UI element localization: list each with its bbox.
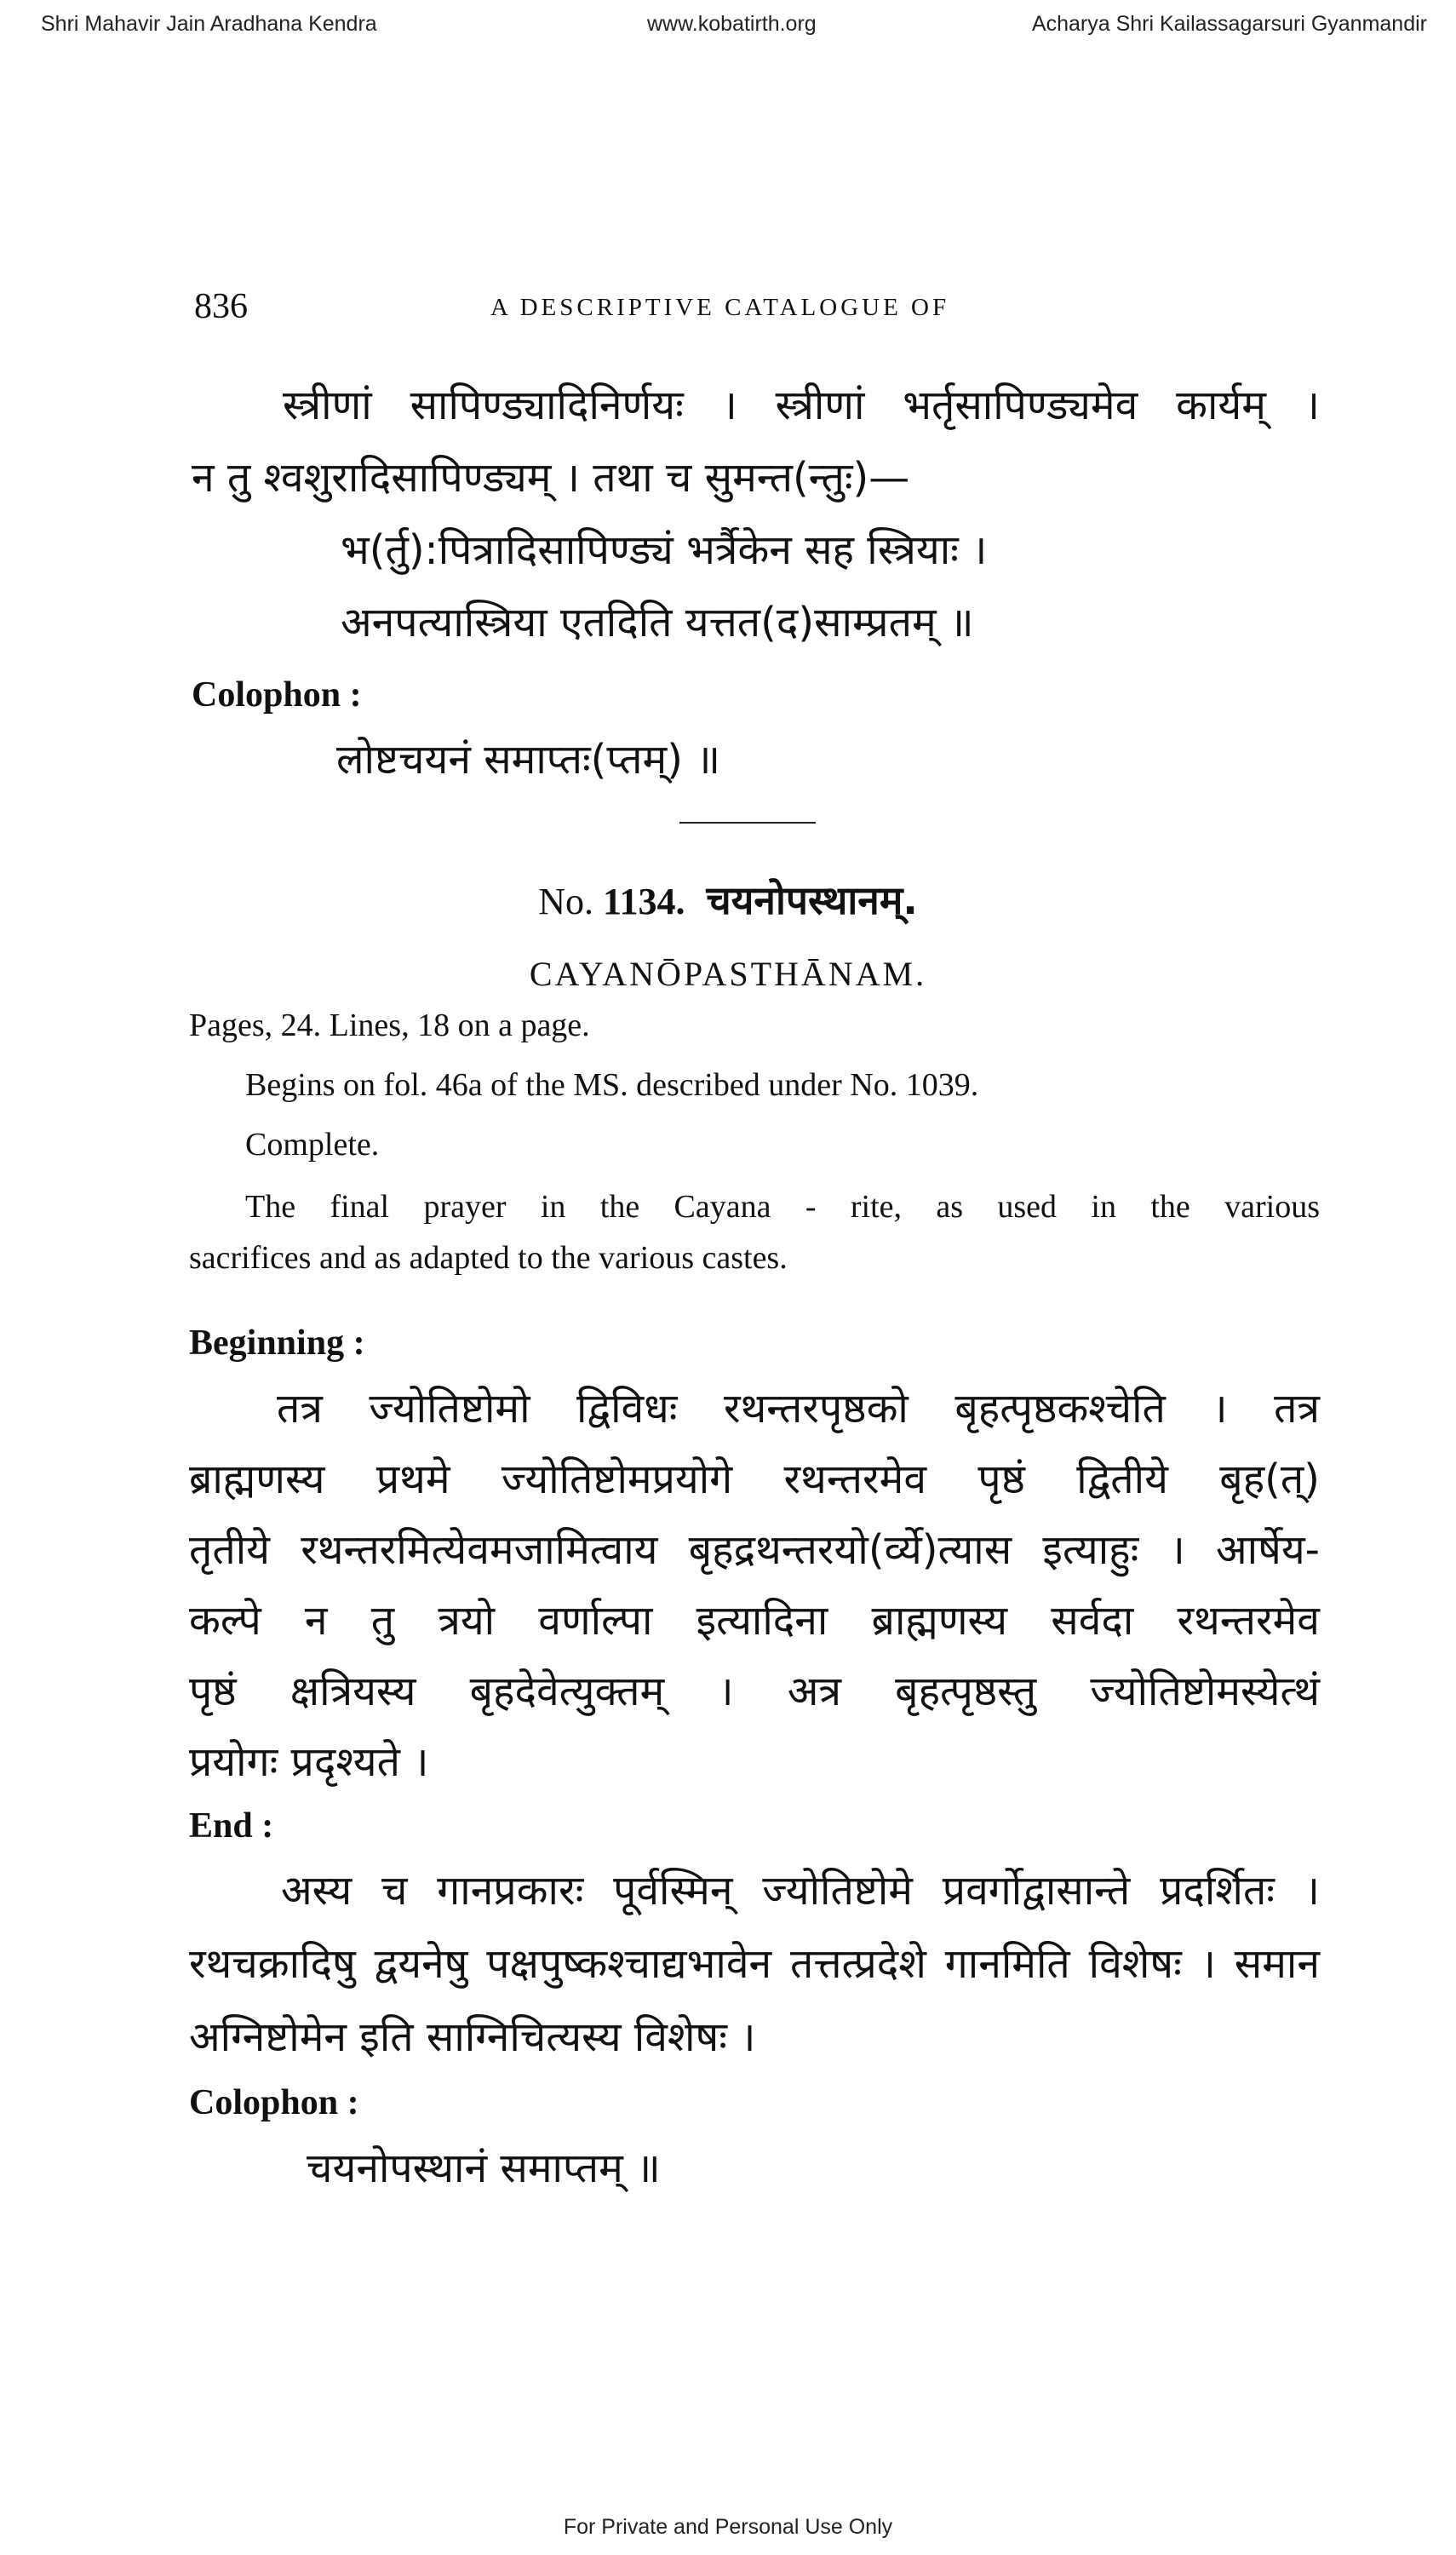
prev-line-4: अनपत्यास्त्रिया एतदिति यत्तत(द)साम्प्रतम् ॥ [341,599,974,646]
beginning-line-4: कल्पे न तु त्रयो वर्णाल्पा इत्यादिना ब्राह्मणस्य सर्वदा रथन्तरमेव [189,1597,1320,1645]
end-line-2: रथचक्रादिषु द्वयनेषु पक्षपुष्कश्चाद्यभावेन तत्तत्प्रदेशे गानमिति विशेषः । समान [189,1940,1320,1988]
pages-lines: Pages, 24. Lines, 18 on a page. [189,1008,590,1043]
entry-title-roman: CAYANŌPASTHĀNAM. [529,955,927,993]
complete-note: Complete. [245,1127,380,1163]
entry-title-devanagari: चयनोपस्थानम्. [706,877,918,923]
prev-colophon-label: Colophon : [192,675,362,715]
header-right: Acharya Shri Kailassagarsuri Gyanmandir [1031,12,1427,36]
colophon-text: चयनोपस्थानं समाप्तम् ॥ [307,2144,661,2192]
beginning-line-5: पृष्ठं क्षत्रियस्य बृहदेवेत्युक्तम् । अत्र बृहत्पृष्ठस्तु ज्योतिष्टोमस्येत्थं [189,1668,1320,1715]
beginning-line-3: तृतीये रथन्तरमित्येवमजामित्वाय बृहद्रथन्तरयो(र्व्ये)त्यास इत्याहुः । आर्षेय- [189,1526,1320,1574]
section-divider [679,822,816,824]
beginning-line-2: ब्राह्मणस्य प्रथमे ज्योतिष्टोमप्रयोगे रथन्तरमेव पृष्ठं द्वितीये बृह(त्) [189,1455,1320,1503]
entry-number-prefix: No. [538,881,593,922]
footer-note: For Private and Personal Use Only [563,2515,893,2539]
entry-number: 1134. [602,881,685,922]
header-center: www.kobatirth.org [647,12,817,36]
end-line-3: अग्निष्टोमेन इति साग्निचित्यस्य विशेषः । [189,2013,756,2061]
colophon-label: Colophon : [189,2083,359,2122]
end-line-1: अस्य च गानप्रकारः पूर्वस्मिन् ज्योतिष्टोमे प्रवर्गोद्वासान्ते प्रदर्शितः । [281,1867,1320,1915]
prev-line-2: न तु श्वशुरादिसापिण्ड्यम् । तथा च सुमन्त(न्तुः)— [192,454,910,502]
page-number: 836 [194,287,248,326]
beginning-label: Beginning : [189,1323,365,1363]
prev-line-1: स्त्रीणां सापिण्ड्यादिनिर्णयः । स्त्रीणां भर्तृसापिण्ड्यमेव कार्यम् । [283,382,1320,429]
header-left: Shri Mahavir Jain Aradhana Kendra [41,12,377,36]
description-line-1: The final prayer in the Cayana - rite, as used in the various [245,1189,1320,1225]
beginning-line-1: तत्र ज्योतिष्टोमो द्विविधः रथन्तरपृष्ठको बृहत्पृष्ठकश्चेति । तत्र [277,1385,1320,1433]
prev-colophon-text: लोष्टचयनं समाप्तः(प्तम्) ॥ [336,736,720,784]
begins-on: Begins on fol. 46a of the MS. described under No. 1039. [245,1067,979,1103]
beginning-line-6: प्रयोगः प्रदृश्यते । [189,1738,429,1786]
end-label: End : [189,1806,274,1846]
description-line-2: sacrifices and as adapted to the various castes. [189,1240,788,1276]
prev-line-3: भ(र्तु):पित्रादिसापिण्ड्यं भर्त्रैकेन सह स्त्रियाः । [341,526,988,574]
entry-title [0,873,1456,926]
running-head: A DESCRIPTIVE CATALOGUE OF [490,294,950,321]
